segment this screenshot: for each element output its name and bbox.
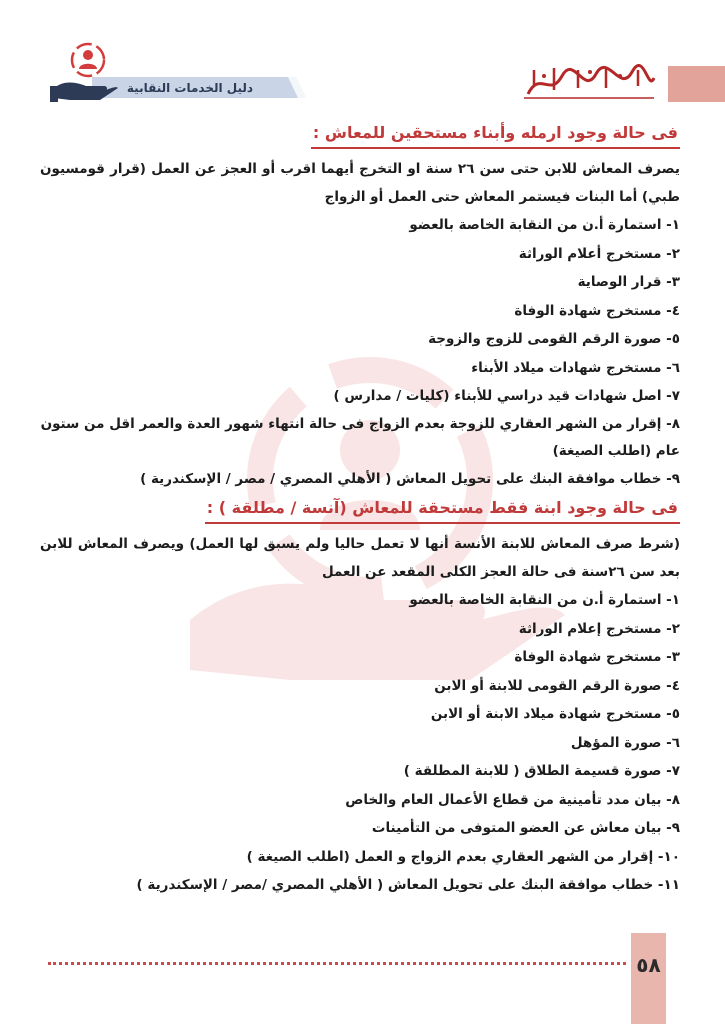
section-widow-children bbox=[40, 122, 680, 493]
list-item: ٤- مستخرج شهادة الوفاة bbox=[514, 302, 680, 319]
list-item: ١- استمارة أ.ن من النقابة الخاصة بالعضو bbox=[409, 592, 680, 608]
list-item: ٣- مستخرج شهادة الوفاة bbox=[514, 649, 680, 665]
section-intro: يصرف المعاش للابن حتى سن ٢٦ سنة او التخرج أيهما اقرب أو العجز عن العمل (قرار قومسيون طبي) أما البنات فيستمر المعاش حتى العمل أو الزواج bbox=[40, 161, 680, 205]
list-item: ٤- صورة الرقم القومى للابنة أو الابن bbox=[434, 677, 680, 694]
list-item: ٢- مستخرج أعلام الوراثة bbox=[518, 245, 680, 262]
page-content bbox=[40, 122, 680, 900]
list-item: ٨- إقرار من الشهر العقاري للزوجة بعدم الزواج فى حالة انتهاء شهور العدة والعمر اقل من ستون عام (اطلب الصيغة) bbox=[40, 415, 680, 459]
list-item: ٦- مستخرج شهادات ميلاد الأبناء bbox=[471, 359, 680, 376]
section-heading: فى حالة وجود ارمله وأبناء مستحقين للمعاش : bbox=[311, 122, 680, 149]
list-item: ٨- بيان مدد تأمينية من قطاع الأعمال العام والخاص bbox=[345, 791, 680, 808]
list-item: ١- استمارة أ.ن من النقابة الخاصة بالعضو bbox=[409, 217, 680, 233]
list-item: ٩- بيان معاش عن العضو المتوفى من التأمينات bbox=[371, 820, 680, 836]
section-heading: فى حالة وجود ابنة فقط مستحقة للمعاش (آنسة / مطلقة ) : bbox=[205, 497, 680, 524]
list-item: ٢- مستخرج إعلام الوراثة bbox=[518, 620, 680, 637]
list-item: ٧- صورة قسيمة الطلاق ( للابنة المطلقة ) bbox=[403, 763, 680, 779]
header-label: دليل الخدمات النقابية bbox=[126, 81, 254, 95]
list-item: ٣- قرار الوصاية bbox=[577, 274, 680, 290]
list-item: ١١- خطاب موافقة البنك على تحويل المعاش ( الأهلي المصري /مصر / الإسكندرية ) bbox=[136, 877, 680, 893]
list-item: ٦- صورة المؤهل bbox=[570, 734, 680, 751]
syndicate-logo bbox=[520, 64, 658, 104]
footer-dotted-divider bbox=[48, 962, 626, 965]
page-number: ٥٨ bbox=[636, 953, 661, 977]
list-item: ٧- اصل شهادات قيد دراسي للأبناء (كليات / مدارس ) bbox=[333, 388, 680, 404]
list-item: ٥- مستخرج شهادة ميلاد الابنة أو الابن bbox=[430, 706, 680, 722]
list-item: ١٠- إقرار من الشهر العقاري بعدم الزواج و العمل (اطلب الصيغة ) bbox=[246, 848, 680, 865]
section-daughter-only bbox=[40, 497, 680, 900]
list-item: ٩- خطاب موافقة البنك على تحويل المعاش ( الأهلي المصري / مصر / الإسكندرية ) bbox=[140, 470, 680, 487]
hand-person-icon bbox=[48, 38, 118, 106]
list-item: ٥- صورة الرقم القومى للزوج والزوجة bbox=[428, 331, 680, 347]
header-color-bar bbox=[668, 66, 725, 102]
section-intro: (شرط صرف المعاش للابنة الأنسة أنها لا تعمل حاليا ولم يسبق لها العمل) ويصرف المعاش للابن بعد سن ٢٦سنة فى حالة العجز الكلى المقعد عن العمل bbox=[40, 536, 680, 580]
